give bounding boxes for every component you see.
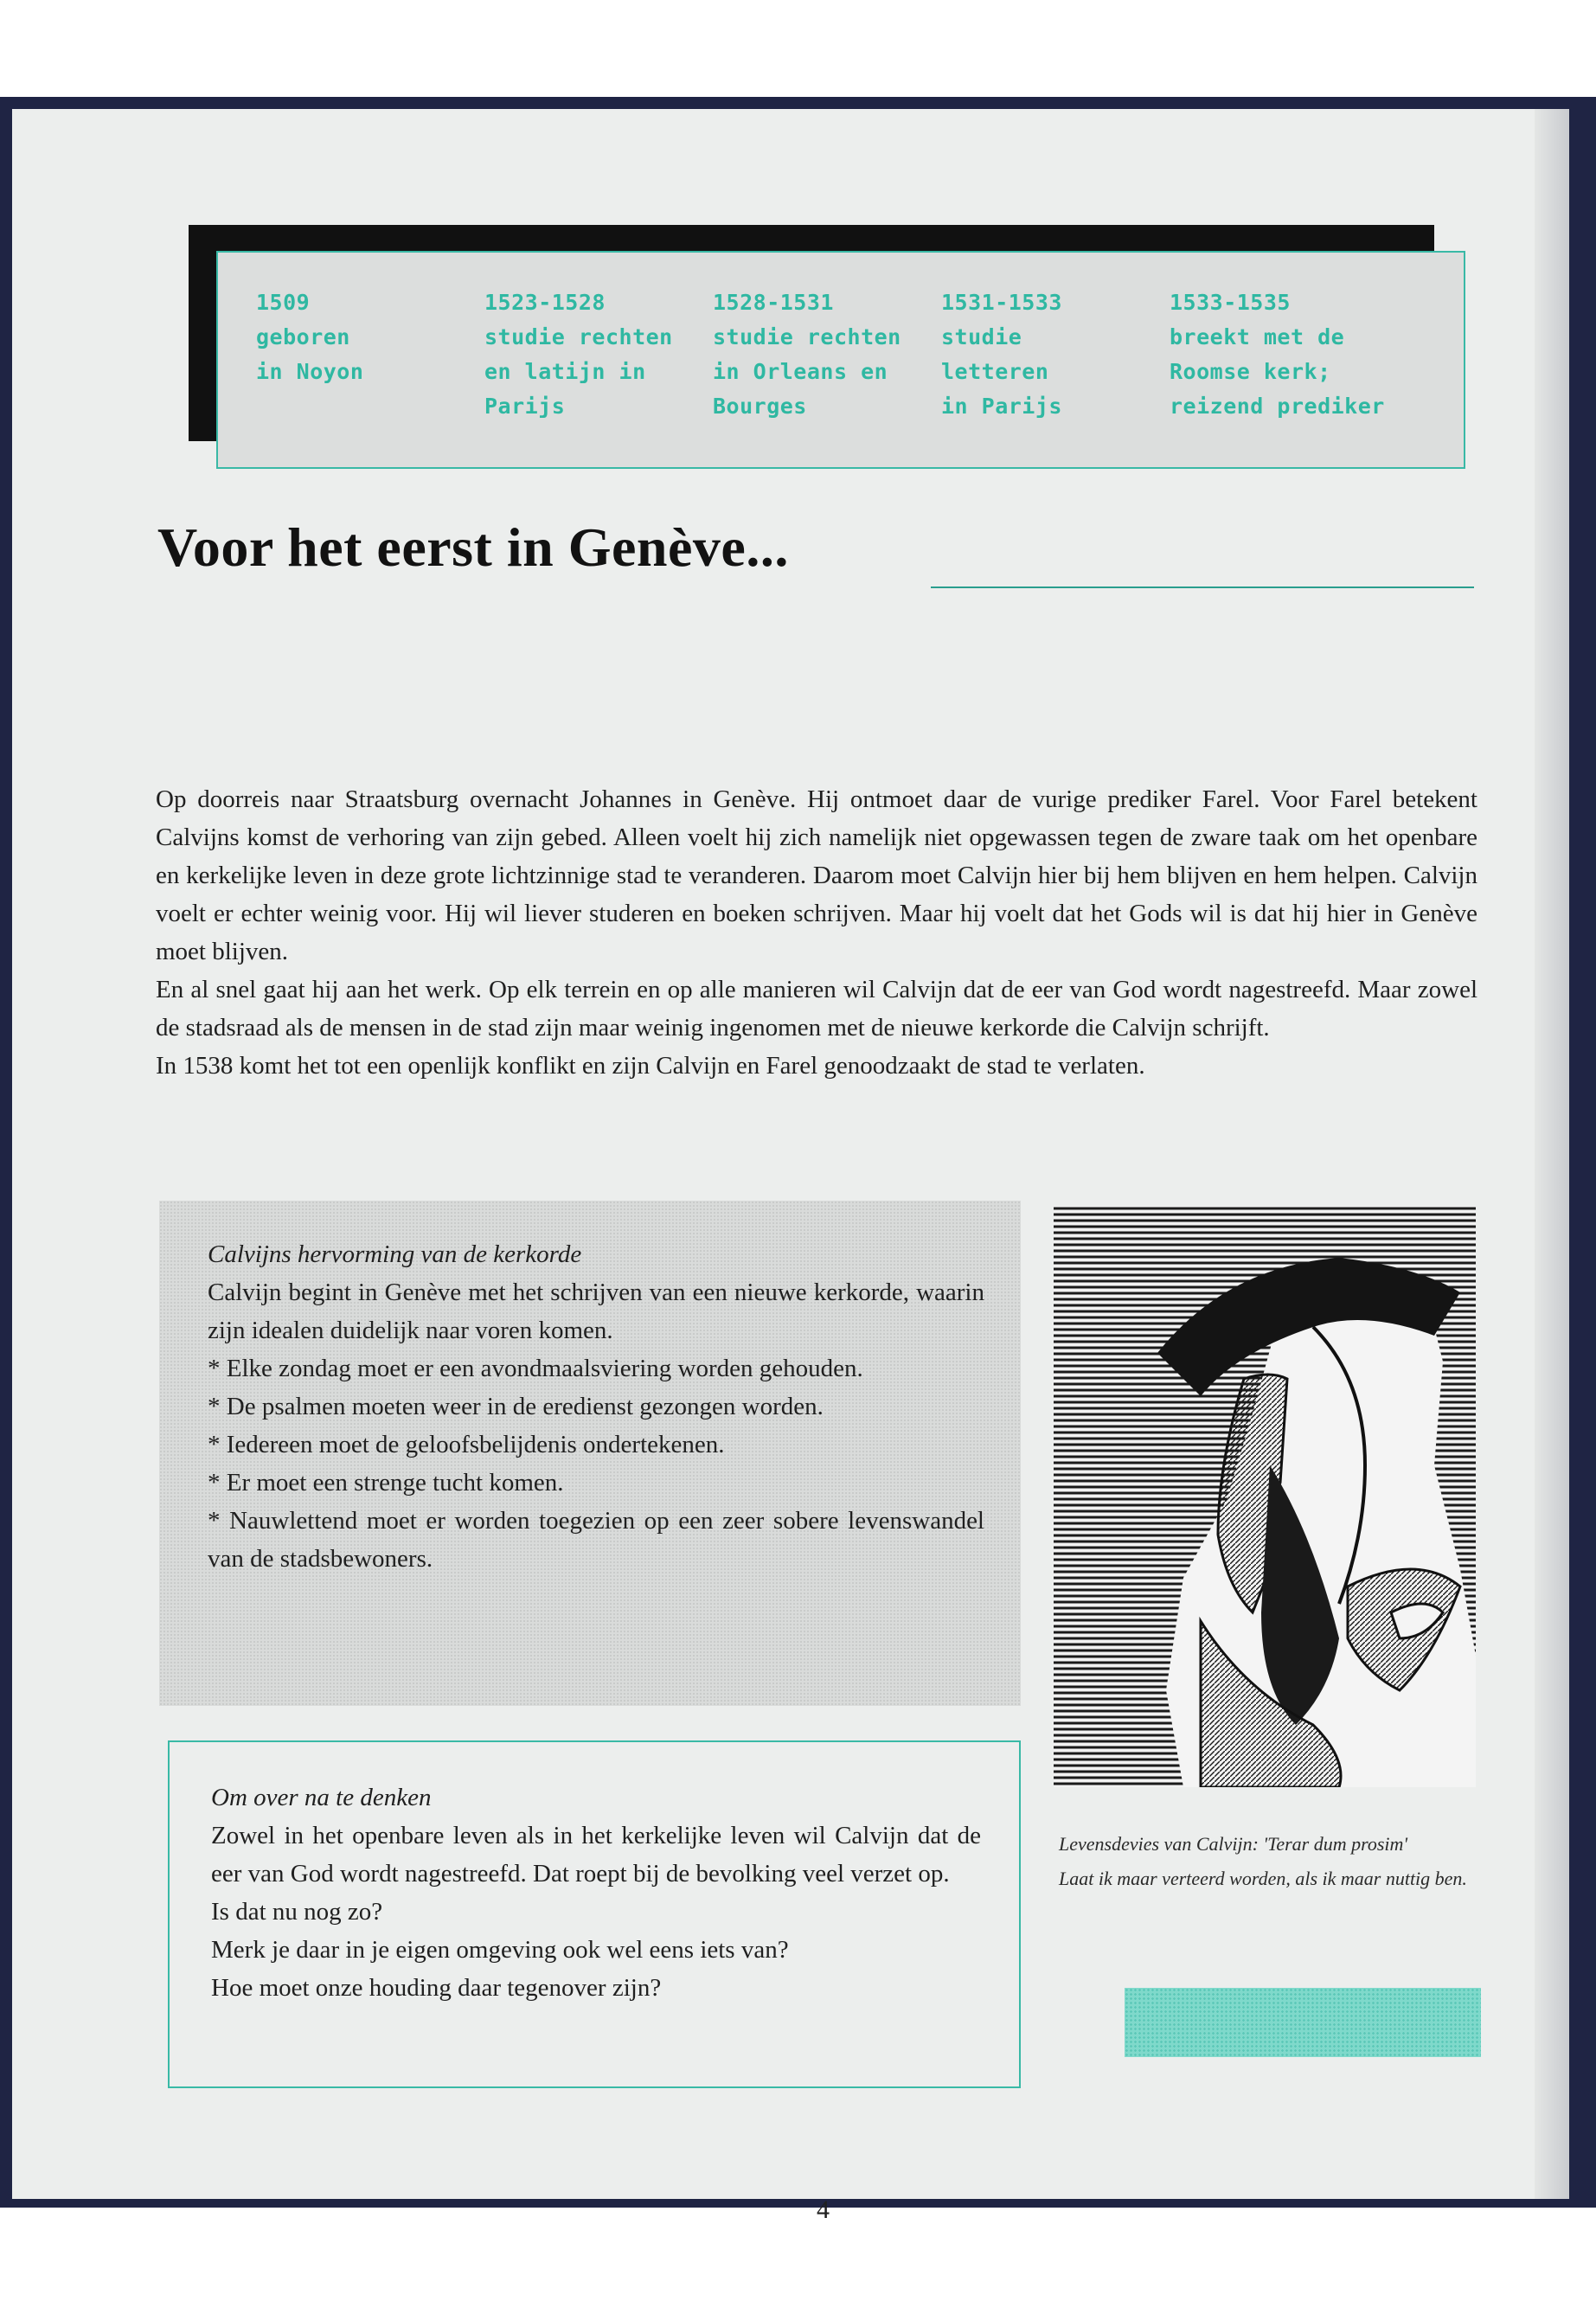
reform-point: * Er moet een strenge tucht komen. <box>208 1469 564 1497</box>
think-line: Is dat nu nog zo? <box>211 1898 383 1926</box>
heading-rule <box>931 586 1474 588</box>
reform-point: * De psalmen moeten weer in de eredienst gezongen worden. <box>208 1393 824 1420</box>
timeline-item <box>713 285 941 467</box>
body-paragraph: In 1538 komt het tot een openlijk konflikt en zijn Calvijn en Farel genoodzaakt de stad te verlaten. <box>156 1052 1145 1080</box>
timeline-year: 1528-1531 <box>713 290 834 315</box>
caption-motto: Levensdevies van Calvijn: 'Terar dum prosim' <box>1059 1833 1408 1855</box>
body-paragraph: Op doorreis naar Straatsburg overnacht Johannes in Genève. Hij ontmoet daar de vurige prediker Farel. Voor Farel betekent Calvijns komst de verhoring van zijn gebed. Alleen voelt hij zich namelijk niet opgewassen tegen de zware taak om het openbare en kerkelijke leven in deze grote lichtzinnige stad te veranderen. Daarom moet Calvijn hier bij hem blijven en hem helpen. Calvijn voelt er echter weinig voor. Hij wil liever studeren en boeken schrijven. Maar hij voelt dat het Gods wil is dat hij hier in Genève moet blijven. <box>156 785 1477 965</box>
timeline-text: geboren in Noyon <box>256 324 364 384</box>
reform-point: * Nauwlettend moet er worden toegezien op een zeer sobere levenswandel van de stadsbewoners. <box>208 1507 984 1573</box>
timeline-item <box>484 285 713 467</box>
body-paragraph: En al snel gaat hij aan het werk. Op elk terrein en op alle manieren wil Calvijn dat de eer van God wordt nagestreefd. Maar zowel de stadsraad als de mensen in de stad zijn maar weinig ingenomen met de nieuwe kerkorde die Calvijn schrijft. <box>156 976 1477 1042</box>
think-line: Zowel in het openbare leven als in het kerkelijke leven wil Calvijn dat de eer van God wordt nagestreefd. Dat roept bij de bevolking veel verzet op. <box>211 1822 981 1888</box>
think-content <box>211 1779 981 2007</box>
calvin-portrait <box>1054 1206 1476 1787</box>
reform-point: * Elke zondag moet er een avondmaalsviering worden gehouden. <box>208 1355 863 1382</box>
page <box>12 109 1569 2224</box>
reform-point: * Iedereen moet de geloofsbelijdenis ondertekenen. <box>208 1431 725 1458</box>
timeline-text: studie letteren in Parijs <box>941 324 1062 419</box>
reform-content <box>208 1235 984 1578</box>
timeline-item <box>256 285 484 467</box>
teal-accent-bar <box>1125 1988 1481 2057</box>
reform-box <box>159 1201 1021 1706</box>
page-number: 4 <box>817 2195 830 2224</box>
body-text <box>156 780 1477 1085</box>
timeline-year: 1533-1535 <box>1170 290 1291 315</box>
timeline-year: 1509 <box>256 290 311 315</box>
portrait-caption <box>1059 1827 1488 1896</box>
page-spine <box>1535 109 1569 2199</box>
timeline-text: breekt met de Roomse kerk; reizend prediker <box>1170 324 1385 419</box>
timeline-year: 1531-1533 <box>941 290 1062 315</box>
page-title: Voor het eerst in Genève... <box>157 516 789 578</box>
think-line: Merk je daar in je eigen omgeving ook wel eens iets van? <box>211 1936 789 1964</box>
timeline-year: 1523-1528 <box>484 290 606 315</box>
timeline-text: studie rechten en latijn in Parijs <box>484 324 673 419</box>
think-line: Hoe moet onze houding daar tegenover zijn? <box>211 1974 662 2002</box>
reform-title: Calvijns hervorming van de kerkorde <box>208 1240 582 1268</box>
caption-translation: Laat ik maar verteerd worden, als ik maar nuttig ben. <box>1059 1868 1467 1889</box>
timeline-text: studie rechten in Orleans en Bourges <box>713 324 901 419</box>
think-box <box>168 1740 1021 2088</box>
timeline <box>216 251 1465 469</box>
timeline-item <box>941 285 1170 467</box>
think-title: Om over na te denken <box>211 1784 432 1811</box>
reform-intro: Calvijn begint in Genève met het schrijven van een nieuwe kerkorde, waarin zijn idealen duidelijk naar voren komen. <box>208 1279 984 1344</box>
timeline-item <box>1170 285 1398 467</box>
